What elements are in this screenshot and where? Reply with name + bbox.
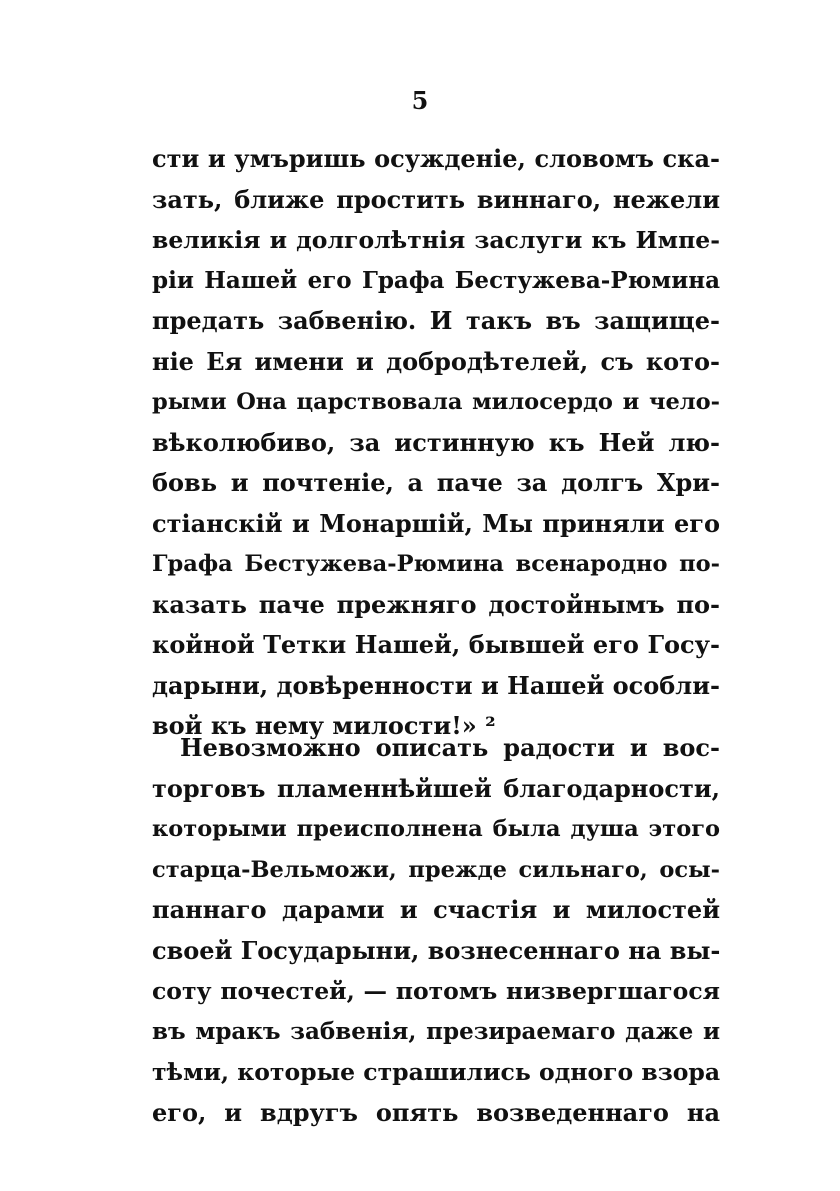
text-line: зать, ближе простить виннаго, нежели: [152, 184, 720, 214]
text-line: дарыни, довѣренности и Нашей особли-: [152, 670, 720, 700]
text-line: ніе Ея имени и добродѣтелей, съ кото-: [152, 346, 720, 376]
text-line: бовь и почтеніе, а паче за долгъ Хри-: [152, 468, 720, 497]
text-line: сти и умъришь осужденіе, словомъ ска-: [152, 144, 720, 173]
text-line: рыми Она царствовала милосердо и чело-: [152, 389, 720, 415]
text-line: Невозможно описать радости и вос-: [180, 733, 720, 762]
text-line: соту почестей, — потомъ низвергшагося: [152, 977, 720, 1005]
text-line: старца-Вельможи, прежде сильнаго, осы-: [152, 856, 720, 883]
paragraph-decree-quote: [152, 139, 720, 747]
text-line: стіанскій и Монаршій, Мы приняли его: [152, 508, 720, 538]
text-line: торговъ пламеннѣйшей благодарности,: [152, 773, 720, 803]
page-number: 5: [411, 86, 429, 115]
text-line: Графа Бестужева-Рюмина всенародно по-: [152, 551, 720, 577]
text-line: казать паче прежняго достойнымъ по-: [152, 589, 720, 619]
text-line: въ мракъ забвенія, презираемаго даже и: [152, 1017, 720, 1045]
text-line: предать забвенію. И такъ въ защище-: [152, 306, 720, 335]
text-line: которыми преисполнена была душа этого: [152, 816, 720, 842]
text-line: койной Тетки Нашей, бывшей его Госу-: [152, 630, 720, 659]
text-line: своей Государыни, вознесеннаго на вы-: [152, 935, 721, 965]
text-line: великія и долголѣтнія заслуги къ Импе-: [152, 226, 720, 254]
text-line: паннаго дарами и счастія и милостей: [152, 895, 720, 924]
text-line: тѣми, которые страшились одного взора: [152, 1058, 721, 1086]
text-line: вѣколюбиво, за истинную къ Ней лю-: [152, 427, 720, 457]
text-line-with-footnote: вой къ нему милости!» ²: [152, 711, 496, 740]
text-line: ріи Нашей его Графа Бестужева-Рюмина: [152, 266, 720, 294]
text-line: его, и вдругъ опять возведеннаго на: [152, 1097, 720, 1127]
paragraph-narrative: [152, 728, 720, 1133]
